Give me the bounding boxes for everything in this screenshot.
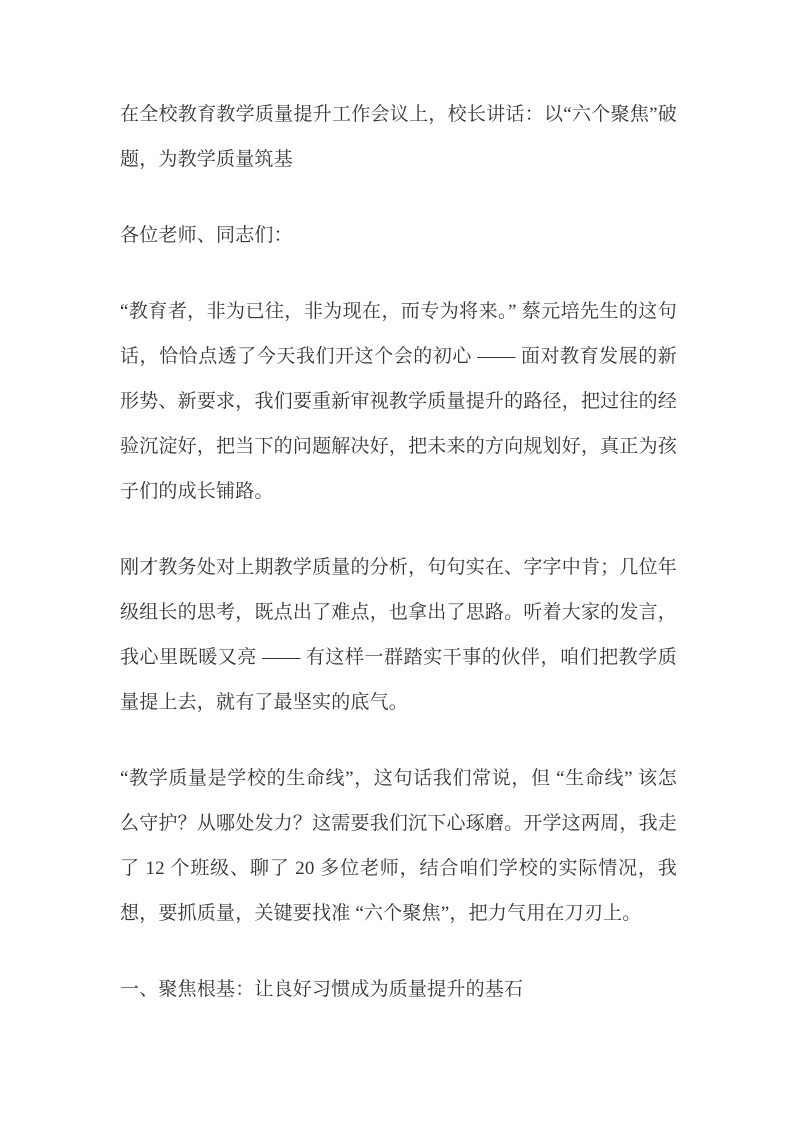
body-paragraph-acknowledgement: 刚才教务处对上期教学质量的分析，句句实在、字字中肯；几位年级组长的思考，既点出了难点，也拿出了思路。听着大家的发言，我心里既暖又亮 —— 有这样一群踏实干事的伙伴，咱们把教学质量提上去，就有了最坚实的底气。 [120, 557, 677, 713]
body-paragraph-six-focus-intro: “教学质量是学校的生命线”，这句话我们常说，但 “生命线” 该怎么守护？从哪处发力？这需要我们沉下心琢磨。开学这两周，我走了 12 个班级、聊了 20 多位老师，结合咱们学校的实际情况，我想，要抓质量，关键要找准 “六个聚焦”，把力气用在刀刃上。 [120, 768, 677, 924]
document-title: 在全校教育教学质量提升工作会议上，校长讲话：以“六个聚焦”破题，为教学质量筑基 [120, 104, 677, 170]
section-heading-one: 一、聚焦根基：让良好习惯成为质量提升的基石 [120, 979, 524, 1000]
salutation: 各位老师、同志们： [120, 225, 293, 246]
body-paragraph-quote-opening: “教育者，非为已往，非为现在，而专为将来。” 蔡元培先生的这句话，恰恰点透了今天我们开这个会的初心 —— 面对教育发展的新形势、新要求，我们要重新审视教学质量提升的路径，把过往的经验沉淀好，把当下的问题解决好，把未来的方向规划好，真正为孩子们的成长铺路。 [120, 301, 677, 502]
